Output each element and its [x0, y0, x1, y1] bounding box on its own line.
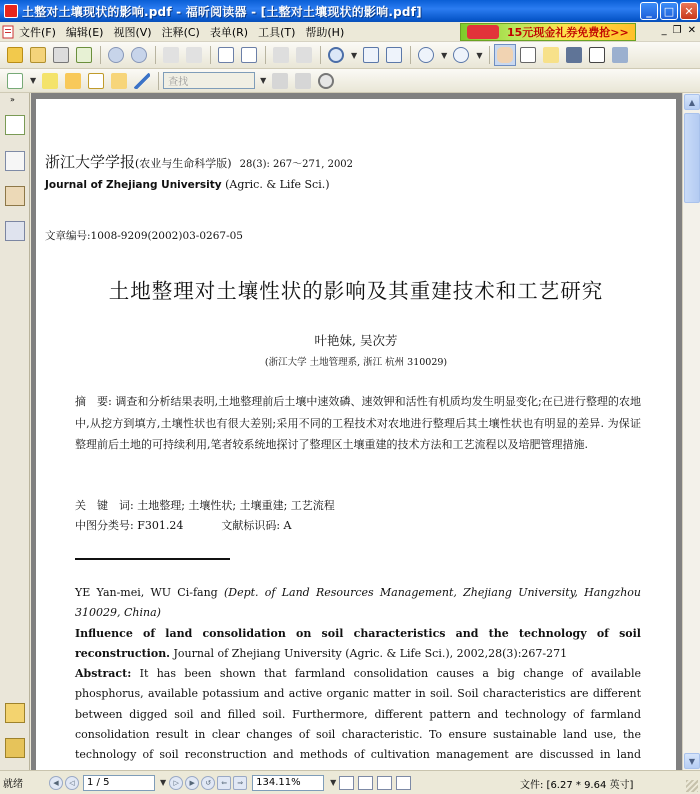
text-select-icon	[520, 47, 536, 63]
textbox-button[interactable]	[85, 70, 107, 92]
arrow-up-icon	[108, 47, 124, 63]
document-code: 文献标识码: A	[221, 519, 292, 532]
undo-button[interactable]	[270, 44, 292, 66]
document-view[interactable]	[31, 93, 682, 770]
document-icon	[2, 24, 14, 40]
callout-icon	[111, 73, 127, 89]
search-icon	[318, 73, 334, 89]
author-affiliation: (浙江大学 土地管理系, 浙江 杭州 310029)	[264, 357, 448, 368]
forward-arrow-icon	[186, 47, 202, 63]
window-controls	[640, 2, 698, 20]
en-abstract-text: It has been shown that farmland consolidation causes a big change of available phosphorus, available potassium and active organic matter in soil. Soil characteristics are different between digged soil and filled soil. Furthermore, different pattern and technology of farmland consolidation result in clear changes of soil characteristic. To ensure sustainable land use, the technology of soil reconstruction and methods of cultivation management are discussed in land	[75, 667, 641, 762]
search-input[interactable]: 查找	[163, 72, 255, 89]
pages-tab-icon[interactable]	[5, 151, 25, 171]
promo-banner[interactable]	[460, 23, 636, 41]
magnifier-icon	[328, 47, 344, 63]
journal-header-cn	[45, 151, 353, 172]
zoom-out-icon	[418, 47, 434, 63]
article-title: 土地整理对土壤性状的影响及其重建技术和工艺研究	[108, 279, 604, 303]
undo-icon	[273, 47, 289, 63]
chevron-down-icon[interactable]: ▼	[441, 50, 448, 60]
text-tool-icon	[589, 47, 605, 63]
scroll-down-button[interactable]: ▼	[684, 753, 700, 769]
menu-edit[interactable]: 编辑(E)	[65, 25, 104, 39]
divider-rule	[75, 558, 230, 560]
toolbar-separator	[265, 46, 266, 64]
single-page-view-icon[interactable]	[339, 776, 354, 790]
comment-tool-button[interactable]	[4, 70, 26, 92]
snapshot-button[interactable]	[609, 44, 631, 66]
save-icon	[30, 47, 46, 63]
next-page-button[interactable]	[128, 44, 150, 66]
facing-view-icon[interactable]	[377, 776, 392, 790]
journal-subtitle-en: (Agric. & Life Sci.)	[225, 178, 330, 191]
menu-comment[interactable]: 注释(C)	[161, 25, 200, 39]
highlight-button[interactable]	[39, 70, 61, 92]
prev-page-button[interactable]	[105, 44, 127, 66]
promo-text: 15元现金礼券免费抢>>	[507, 26, 629, 39]
zoom-out-button[interactable]	[415, 44, 437, 66]
en-authors: YE Yan-mei, WU Ci-fang	[75, 586, 218, 599]
keywords: 关 键 词: 土地整理; 土壤性状; 土壤重建; 工艺流程	[75, 499, 335, 512]
scroll-thumb[interactable]	[684, 113, 700, 203]
search-options-button[interactable]	[315, 70, 337, 92]
toolbar-separator	[100, 46, 101, 64]
arrow-annotation-button[interactable]	[131, 70, 153, 92]
nav-back-icon[interactable]: ⇐	[217, 776, 231, 790]
resize-grip[interactable]	[686, 780, 698, 792]
email-icon	[76, 47, 92, 63]
zoom-in-button[interactable]	[450, 44, 472, 66]
printer-icon	[53, 47, 69, 63]
redo-icon	[296, 47, 312, 63]
en-title: Influence of land consolidation on soil characteristics and the technology of soil reconstruction.	[75, 626, 641, 660]
callout-button[interactable]	[108, 70, 130, 92]
journal-issue: 28(3): 267～271, 2002	[239, 159, 354, 170]
menu-view[interactable]: 视图(V)	[113, 25, 152, 39]
next-page-icon[interactable]: ▷	[169, 776, 183, 790]
find-button[interactable]	[563, 44, 585, 66]
mdi-close-button[interactable]: ✕	[687, 25, 696, 36]
chevron-down-icon[interactable]: ▼	[476, 50, 483, 60]
page-insert-icon	[218, 47, 234, 63]
zoom-in-tool-button[interactable]	[325, 44, 347, 66]
navigation-pane	[0, 93, 30, 770]
page-size-label: 文件: [6.27 * 9.64 英寸]	[520, 780, 634, 791]
hand-icon	[497, 47, 513, 63]
extract-page-button[interactable]	[238, 44, 260, 66]
open-button[interactable]	[4, 44, 26, 66]
fit-width-button[interactable]	[383, 44, 405, 66]
insert-page-button[interactable]	[215, 44, 237, 66]
close-button[interactable]: ✕	[680, 2, 698, 20]
save-button[interactable]	[27, 44, 49, 66]
note-button[interactable]	[62, 70, 84, 92]
camera-icon	[612, 47, 628, 63]
article-number: 文章编号:1008-9209(2002)03-0267-05	[45, 230, 243, 242]
find-next-button[interactable]	[292, 70, 314, 92]
abstract-cn: 摘 要: 调查和分析结果表明,土地整理前后土壤中速效磷、速效钾和活性有机质均发生明显变化;在已进行整理的农地中,从挖方到填方,土壤性状也有很大差别;采用不同的工程技术对农地进行整理后其土壤性状也有明显的差异. 为保证整理前后土地的可持续利用,笔者较系统地探讨了整理区土壤重建的技术方法和工艺流程以及培肥管理措施.	[75, 395, 641, 451]
print-button[interactable]	[50, 44, 72, 66]
redo-button[interactable]	[293, 44, 315, 66]
highlighter-icon	[42, 73, 58, 89]
classification-line	[75, 517, 291, 533]
back-arrow-icon	[163, 47, 179, 63]
fit-width-icon	[386, 47, 402, 63]
comments-tab-icon[interactable]	[5, 186, 25, 206]
article-authors: 叶艳妹, 吴次芳	[314, 333, 398, 348]
mdi-controls	[662, 25, 696, 36]
note-icon	[65, 73, 81, 89]
zoom-level-field[interactable]: 134.11%	[252, 775, 324, 791]
main-toolbar	[0, 42, 700, 69]
pencil-icon	[7, 73, 23, 89]
attachment-icon[interactable]	[5, 738, 25, 758]
menu-file[interactable]: 文件(F)	[19, 25, 56, 39]
binoculars-icon	[566, 47, 582, 63]
journal-header-en	[45, 178, 330, 191]
arrow-down-icon	[131, 47, 147, 63]
toolbar-separator	[210, 46, 211, 64]
chevron-down-icon[interactable]: ▼	[330, 778, 337, 787]
fit-page-button[interactable]	[360, 44, 382, 66]
back-button[interactable]	[160, 44, 182, 66]
foxit-app-icon[interactable]	[4, 4, 18, 18]
scroll-up-button[interactable]: ▲	[684, 94, 700, 110]
vertical-scrollbar[interactable]	[682, 93, 700, 770]
find-prev-icon	[272, 73, 288, 89]
minimize-button[interactable]: _	[640, 2, 658, 20]
menu-bar	[0, 22, 700, 42]
en-affiliation: (Dept. of Land Resources Management, Zhejiang University, Hangzhou 310029, China)	[75, 586, 641, 620]
hand-tool-button[interactable]	[494, 44, 516, 66]
gift-icon	[467, 25, 499, 39]
folder-open-icon	[7, 47, 23, 63]
chevron-down-icon[interactable]: ▼	[351, 50, 358, 60]
double-arrow-icon[interactable]: »	[10, 95, 15, 104]
clc-number: 中图分类号: F301.24	[75, 519, 184, 532]
en-abstract-label: Abstract:	[75, 667, 132, 681]
window-title: 土整对土壤现状的影响.pdf - 福昕阅读器 - [土整对土壤现状的影响.pdf]	[22, 4, 422, 19]
english-abstract-block	[75, 583, 641, 770]
layers-tab-icon[interactable]	[5, 221, 25, 241]
nav-forward-icon[interactable]: ⇒	[233, 776, 247, 790]
mdi-restore-button[interactable]: ❐	[672, 25, 682, 36]
maximize-button[interactable]: □	[660, 2, 678, 20]
continuous-facing-view-icon[interactable]	[396, 776, 411, 790]
page-number-field[interactable]: 1 / 5	[83, 775, 155, 791]
status-text: 就绪	[3, 779, 23, 790]
status-bar	[0, 770, 700, 794]
toolbar-separator	[410, 46, 411, 64]
fit-page-icon	[363, 47, 379, 63]
title-bar	[0, 0, 700, 22]
menu-form[interactable]: 表单(R)	[209, 25, 249, 39]
prev-page-icon[interactable]: ◁	[65, 776, 79, 790]
email-button[interactable]	[73, 44, 95, 66]
journal-name-en: Journal of Zhejiang University	[45, 179, 222, 191]
first-page-icon[interactable]: ◀	[49, 776, 63, 790]
page-extract-icon	[241, 47, 257, 63]
chevron-down-icon[interactable]: ▼	[260, 76, 267, 85]
toolbar-separator	[489, 46, 490, 64]
last-page-icon[interactable]: ▶	[185, 776, 199, 790]
diagonal-arrow-icon	[134, 73, 150, 89]
signatures-tab-icon[interactable]	[5, 703, 25, 723]
en-citation: Journal of Zhejiang University (Agric. & Life Sci.), 2002,28(3):267-271	[173, 646, 568, 660]
journal-name-cn: 浙江大学学报	[45, 153, 136, 171]
toolbar-separator	[320, 46, 321, 64]
go-back-icon[interactable]: ↺	[201, 776, 215, 790]
toolbar-separator	[158, 72, 159, 90]
mdi-minimize-button[interactable]: _	[661, 25, 667, 36]
continuous-view-icon[interactable]	[358, 776, 373, 790]
journal-subtitle-cn: (农业与生命科学版)	[135, 157, 232, 170]
menu-help[interactable]: 帮助(H)	[305, 25, 345, 39]
forward-button[interactable]	[183, 44, 205, 66]
chevron-down-icon[interactable]: ▼	[30, 76, 37, 85]
zoom-in-icon	[453, 47, 469, 63]
bookmarks-tab-icon[interactable]	[5, 115, 25, 135]
arrow-tool-button[interactable]	[540, 44, 562, 66]
menu-tools[interactable]: 工具(T)	[258, 25, 296, 39]
find-previous-button[interactable]	[269, 70, 291, 92]
pointer-icon	[543, 47, 559, 63]
textbox-icon	[88, 73, 104, 89]
typewriter-button[interactable]	[586, 44, 608, 66]
select-text-button[interactable]	[517, 44, 539, 66]
toolbar-separator	[155, 46, 156, 64]
chevron-down-icon[interactable]: ▼	[160, 778, 167, 787]
pdf-page	[36, 99, 676, 770]
comment-toolbar	[0, 69, 700, 93]
find-next-icon	[295, 73, 311, 89]
